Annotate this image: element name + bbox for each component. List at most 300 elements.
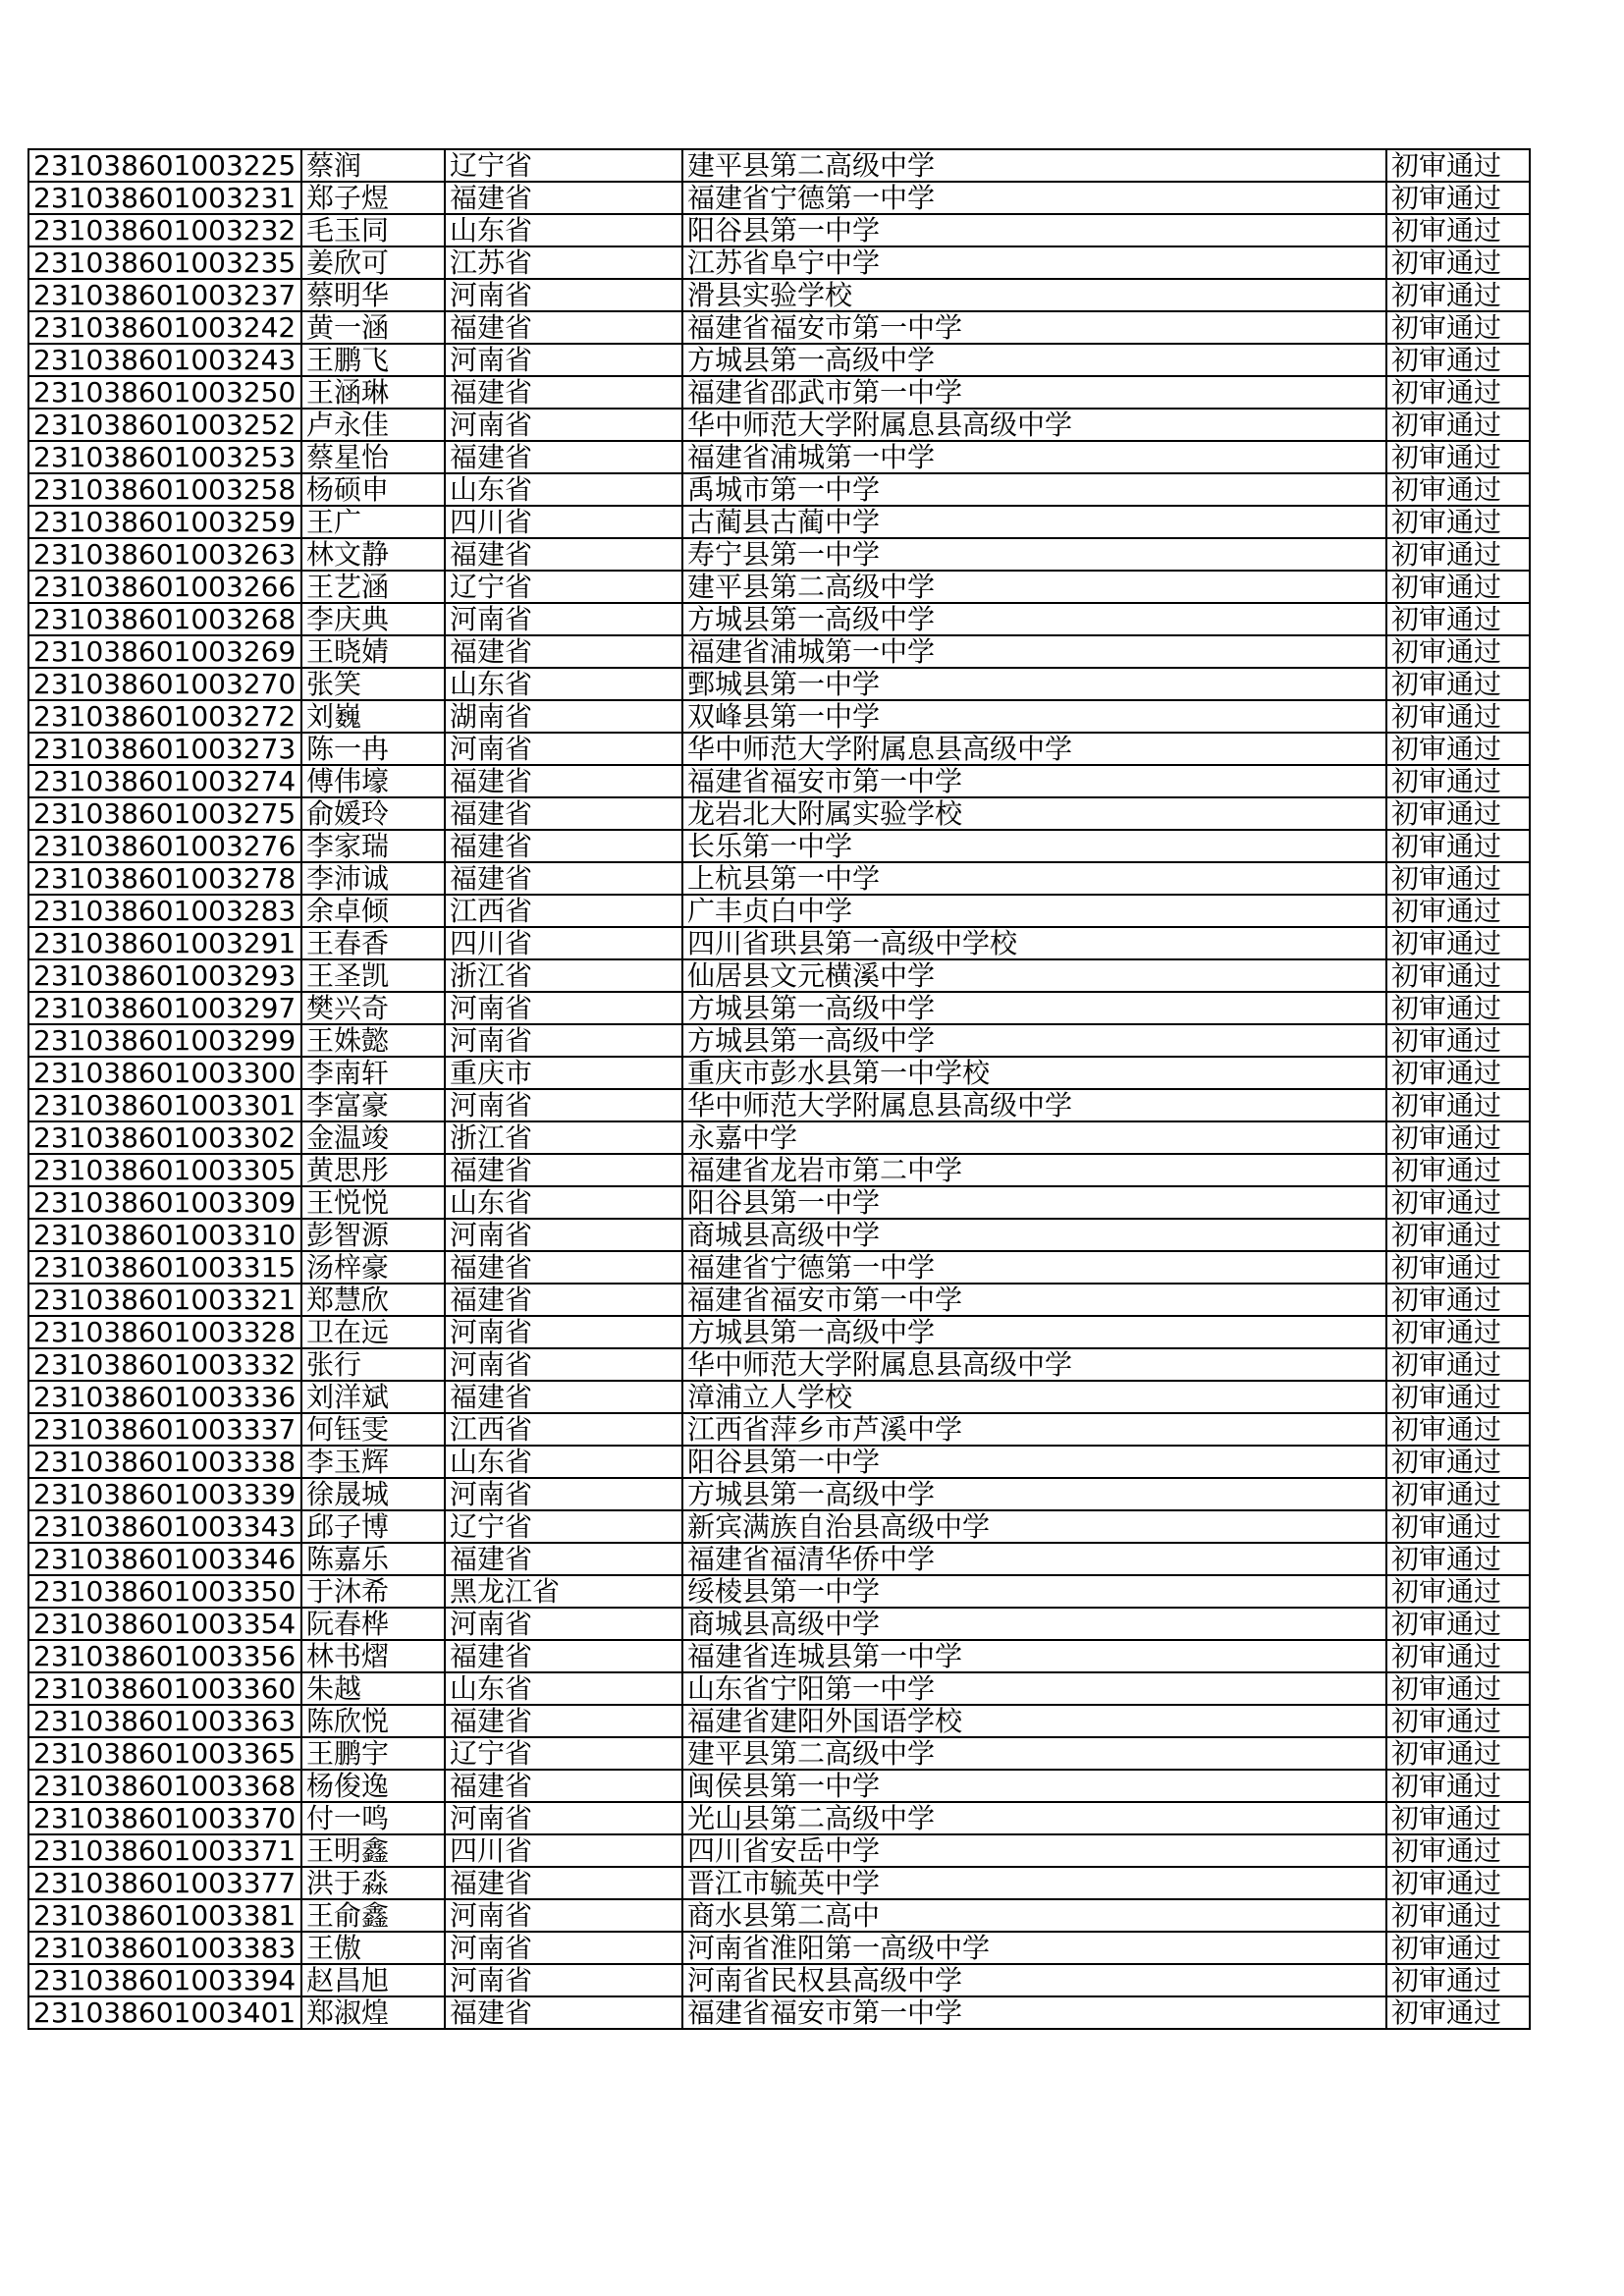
province-cell: 江西省 [445, 1413, 682, 1446]
school-cell: 阳谷县第一中学 [682, 1446, 1386, 1478]
province-cell: 福建省 [445, 765, 682, 797]
applicant-name-cell: 刘巍 [301, 700, 445, 733]
school-cell: 漳浦立人学校 [682, 1381, 1386, 1413]
table-row [28, 1446, 1530, 1478]
applicant-name-cell: 王艺涵 [301, 571, 445, 603]
table-row [28, 927, 1530, 959]
review-status-cell: 初审通过 [1386, 441, 1530, 473]
review-status-cell: 初审通过 [1386, 895, 1530, 927]
applicant-name-cell: 杨俊逸 [301, 1770, 445, 1802]
province-cell: 辽宁省 [445, 1510, 682, 1543]
applicant-id-cell: 231038601003365 [28, 1737, 301, 1770]
applicant-id-cell: 231038601003243 [28, 344, 301, 376]
applicant-name-cell: 李家瑞 [301, 830, 445, 862]
applicant-id-cell: 231038601003377 [28, 1867, 301, 1899]
review-status-cell: 初审通过 [1386, 927, 1530, 959]
review-status-cell: 初审通过 [1386, 1316, 1530, 1348]
applicant-id-cell: 231038601003338 [28, 1446, 301, 1478]
table-row [28, 538, 1530, 571]
applicant-name-cell: 于沐希 [301, 1575, 445, 1608]
table-row [28, 1251, 1530, 1284]
review-status-cell: 初审通过 [1386, 1802, 1530, 1834]
review-status-cell: 初审通过 [1386, 1154, 1530, 1186]
applicant-id-cell: 231038601003299 [28, 1024, 301, 1057]
applicant-name-cell: 毛玉同 [301, 214, 445, 246]
review-status-cell: 初审通过 [1386, 538, 1530, 571]
province-cell: 河南省 [445, 733, 682, 765]
province-cell: 辽宁省 [445, 1737, 682, 1770]
table-row [28, 1478, 1530, 1510]
applicant-id-cell: 231038601003346 [28, 1543, 301, 1575]
applicant-name-cell: 郑慧欣 [301, 1284, 445, 1316]
school-cell: 江苏省阜宁中学 [682, 246, 1386, 279]
applicant-id-cell: 231038601003370 [28, 1802, 301, 1834]
applicant-name-cell: 王鹏宇 [301, 1737, 445, 1770]
applicant-id-cell: 231038601003275 [28, 797, 301, 830]
applicant-name-cell: 王涵琳 [301, 376, 445, 409]
review-status-cell: 初审通过 [1386, 473, 1530, 506]
province-cell: 四川省 [445, 506, 682, 538]
table-row [28, 1867, 1530, 1899]
table-row [28, 1899, 1530, 1932]
review-status-cell: 初审通过 [1386, 1608, 1530, 1640]
applicant-name-cell: 何钰雯 [301, 1413, 445, 1446]
school-cell: 禹城市第一中学 [682, 473, 1386, 506]
table-row [28, 246, 1530, 279]
school-cell: 寿宁县第一中学 [682, 538, 1386, 571]
province-cell: 河南省 [445, 409, 682, 441]
province-cell: 江西省 [445, 895, 682, 927]
province-cell: 四川省 [445, 927, 682, 959]
applicant-name-cell: 王姝懿 [301, 1024, 445, 1057]
table-row [28, 279, 1530, 311]
school-cell: 方城县第一高级中学 [682, 1024, 1386, 1057]
applicant-id-cell: 231038601003381 [28, 1899, 301, 1932]
applicant-id-cell: 231038601003343 [28, 1510, 301, 1543]
school-cell: 福建省浦城第一中学 [682, 635, 1386, 668]
province-cell: 辽宁省 [445, 149, 682, 182]
school-cell: 晋江市毓英中学 [682, 1867, 1386, 1899]
applicant-id-cell: 231038601003252 [28, 409, 301, 441]
school-cell: 商城县高级中学 [682, 1219, 1386, 1251]
province-cell: 河南省 [445, 1899, 682, 1932]
province-cell: 河南省 [445, 1932, 682, 1964]
school-cell: 福建省邵武市第一中学 [682, 376, 1386, 409]
applicant-name-cell: 王悦悦 [301, 1186, 445, 1219]
school-cell: 福建省福安市第一中学 [682, 1996, 1386, 2029]
province-cell: 河南省 [445, 1478, 682, 1510]
school-cell: 广丰贞白中学 [682, 895, 1386, 927]
applicant-name-cell: 蔡明华 [301, 279, 445, 311]
school-cell: 四川省珙县第一高级中学校 [682, 927, 1386, 959]
applicant-name-cell: 余卓倾 [301, 895, 445, 927]
table-row [28, 473, 1530, 506]
province-cell: 福建省 [445, 830, 682, 862]
province-cell: 福建省 [445, 862, 682, 895]
applicant-id-cell: 231038601003266 [28, 571, 301, 603]
table-row [28, 344, 1530, 376]
school-cell: 上杭县第一中学 [682, 862, 1386, 895]
applicant-name-cell: 张笑 [301, 668, 445, 700]
applicant-id-cell: 231038601003309 [28, 1186, 301, 1219]
applicant-id-cell: 231038601003259 [28, 506, 301, 538]
applicant-id-cell: 231038601003232 [28, 214, 301, 246]
applicant-id-cell: 231038601003258 [28, 473, 301, 506]
review-status-cell: 初审通过 [1386, 1543, 1530, 1575]
review-status-cell: 初审通过 [1386, 182, 1530, 214]
applicant-id-cell: 231038601003263 [28, 538, 301, 571]
province-cell: 河南省 [445, 344, 682, 376]
applicant-id-cell: 231038601003302 [28, 1121, 301, 1154]
province-cell: 福建省 [445, 1284, 682, 1316]
review-status-cell: 初审通过 [1386, 344, 1530, 376]
applicant-id-cell: 231038601003237 [28, 279, 301, 311]
province-cell: 福建省 [445, 1705, 682, 1737]
province-cell: 河南省 [445, 1316, 682, 1348]
review-status-cell: 初审通过 [1386, 959, 1530, 992]
school-cell: 双峰县第一中学 [682, 700, 1386, 733]
applicant-name-cell: 卢永佳 [301, 409, 445, 441]
table-row [28, 1381, 1530, 1413]
applicant-name-cell: 陈嘉乐 [301, 1543, 445, 1575]
school-cell: 福建省福安市第一中学 [682, 765, 1386, 797]
applicant-name-cell: 刘洋斌 [301, 1381, 445, 1413]
applicant-id-cell: 231038601003337 [28, 1413, 301, 1446]
school-cell: 长乐第一中学 [682, 830, 1386, 862]
review-status-cell: 初审通过 [1386, 1284, 1530, 1316]
table-row [28, 959, 1530, 992]
review-status-cell: 初审通过 [1386, 765, 1530, 797]
review-status-cell: 初审通过 [1386, 1672, 1530, 1705]
school-cell: 华中师范大学附属息县高级中学 [682, 733, 1386, 765]
school-cell: 阳谷县第一中学 [682, 1186, 1386, 1219]
applicant-name-cell: 阮春桦 [301, 1608, 445, 1640]
school-cell: 鄄城县第一中学 [682, 668, 1386, 700]
review-status-cell: 初审通过 [1386, 1834, 1530, 1867]
applicant-name-cell: 王傲 [301, 1932, 445, 1964]
applicant-id-cell: 231038601003315 [28, 1251, 301, 1284]
table-row [28, 700, 1530, 733]
applicant-name-cell: 付一鸣 [301, 1802, 445, 1834]
applicant-id-cell: 231038601003276 [28, 830, 301, 862]
province-cell: 山东省 [445, 214, 682, 246]
table-row [28, 1348, 1530, 1381]
province-cell: 福建省 [445, 1996, 682, 2029]
review-status-cell: 初审通过 [1386, 733, 1530, 765]
review-status-cell: 初审通过 [1386, 1899, 1530, 1932]
table-row [28, 1284, 1530, 1316]
school-cell: 福建省宁德第一中学 [682, 1251, 1386, 1284]
province-cell: 河南省 [445, 1802, 682, 1834]
province-cell: 辽宁省 [445, 571, 682, 603]
review-status-cell: 初审通过 [1386, 603, 1530, 635]
province-cell: 河南省 [445, 1964, 682, 1996]
applicant-id-cell: 231038601003272 [28, 700, 301, 733]
table-row [28, 1057, 1530, 1089]
table-row [28, 1608, 1530, 1640]
school-cell: 古蔺县古蔺中学 [682, 506, 1386, 538]
table-row [28, 830, 1530, 862]
applicant-id-cell: 231038601003250 [28, 376, 301, 409]
school-cell: 方城县第一高级中学 [682, 1478, 1386, 1510]
table-row [28, 1510, 1530, 1543]
school-cell: 山东省宁阳第一中学 [682, 1672, 1386, 1705]
province-cell: 福建省 [445, 1154, 682, 1186]
review-status-cell: 初审通过 [1386, 1737, 1530, 1770]
applicant-name-cell: 傅伟壕 [301, 765, 445, 797]
province-cell: 山东省 [445, 1672, 682, 1705]
table-row [28, 1672, 1530, 1705]
applicant-name-cell: 朱越 [301, 1672, 445, 1705]
review-status-cell: 初审通过 [1386, 797, 1530, 830]
review-status-cell: 初审通过 [1386, 1024, 1530, 1057]
applicant-id-cell: 231038601003278 [28, 862, 301, 895]
school-cell: 华中师范大学附属息县高级中学 [682, 1348, 1386, 1381]
table-row [28, 862, 1530, 895]
review-status-cell: 初审通过 [1386, 1770, 1530, 1802]
province-cell: 河南省 [445, 1089, 682, 1121]
review-status-cell: 初审通过 [1386, 1478, 1530, 1510]
applicant-id-cell: 231038601003268 [28, 603, 301, 635]
school-cell: 阳谷县第一中学 [682, 214, 1386, 246]
table-row [28, 441, 1530, 473]
school-cell: 永嘉中学 [682, 1121, 1386, 1154]
review-status-cell: 初审通过 [1386, 635, 1530, 668]
applicant-name-cell: 赵昌旭 [301, 1964, 445, 1996]
table-row [28, 1413, 1530, 1446]
review-status-cell: 初审通过 [1386, 1705, 1530, 1737]
applicant-id-cell: 231038601003283 [28, 895, 301, 927]
review-status-cell: 初审通过 [1386, 214, 1530, 246]
applicant-id-cell: 231038601003339 [28, 1478, 301, 1510]
school-cell: 商城县高级中学 [682, 1608, 1386, 1640]
applicant-name-cell: 陈欣悦 [301, 1705, 445, 1737]
applicant-id-cell: 231038601003332 [28, 1348, 301, 1381]
review-status-cell: 初审通过 [1386, 279, 1530, 311]
applicant-name-cell: 李庆典 [301, 603, 445, 635]
applicant-name-cell: 卫在远 [301, 1316, 445, 1348]
table-row [28, 668, 1530, 700]
applicant-name-cell: 邱子博 [301, 1510, 445, 1543]
review-status-cell: 初审通过 [1386, 992, 1530, 1024]
school-cell: 福建省浦城第一中学 [682, 441, 1386, 473]
province-cell: 河南省 [445, 992, 682, 1024]
province-cell: 福建省 [445, 182, 682, 214]
review-status-cell: 初审通过 [1386, 830, 1530, 862]
province-cell: 福建省 [445, 1543, 682, 1575]
applicant-name-cell: 王春香 [301, 927, 445, 959]
applicant-name-cell: 杨硕申 [301, 473, 445, 506]
school-cell: 四川省安岳中学 [682, 1834, 1386, 1867]
applicant-name-cell: 蔡星怡 [301, 441, 445, 473]
applicant-name-cell: 蔡润 [301, 149, 445, 182]
table-row [28, 603, 1530, 635]
table-row [28, 1770, 1530, 1802]
table-row [28, 797, 1530, 830]
province-cell: 福建省 [445, 1251, 682, 1284]
applicant-name-cell: 王圣凯 [301, 959, 445, 992]
province-cell: 四川省 [445, 1834, 682, 1867]
table-row [28, 1640, 1530, 1672]
province-cell: 河南省 [445, 1219, 682, 1251]
applicant-name-cell: 黄一涵 [301, 311, 445, 344]
table-row [28, 1543, 1530, 1575]
table-row [28, 1834, 1530, 1867]
review-status-cell: 初审通过 [1386, 1867, 1530, 1899]
applicant-id-cell: 231038601003336 [28, 1381, 301, 1413]
province-cell: 福建省 [445, 441, 682, 473]
applicant-name-cell: 俞媛玲 [301, 797, 445, 830]
school-cell: 龙岩北大附属实验学校 [682, 797, 1386, 830]
school-cell: 方城县第一高级中学 [682, 603, 1386, 635]
province-cell: 江苏省 [445, 246, 682, 279]
applicant-id-cell: 231038601003356 [28, 1640, 301, 1672]
province-cell: 福建省 [445, 1770, 682, 1802]
province-cell: 福建省 [445, 797, 682, 830]
applicant-id-cell: 231038601003301 [28, 1089, 301, 1121]
review-status-cell: 初审通过 [1386, 1348, 1530, 1381]
school-cell: 福建省福安市第一中学 [682, 1284, 1386, 1316]
review-status-cell: 初审通过 [1386, 376, 1530, 409]
review-status-cell: 初审通过 [1386, 311, 1530, 344]
school-cell: 江西省萍乡市芦溪中学 [682, 1413, 1386, 1446]
applicant-name-cell: 陈一冉 [301, 733, 445, 765]
applicant-name-cell: 樊兴奇 [301, 992, 445, 1024]
applicant-id-cell: 231038601003360 [28, 1672, 301, 1705]
school-cell: 华中师范大学附属息县高级中学 [682, 1089, 1386, 1121]
table-row [28, 1705, 1530, 1737]
table-row [28, 182, 1530, 214]
applicant-id-cell: 231038601003305 [28, 1154, 301, 1186]
province-cell: 福建省 [445, 538, 682, 571]
applicant-name-cell: 金温竣 [301, 1121, 445, 1154]
review-status-cell: 初审通过 [1386, 1057, 1530, 1089]
applicant-name-cell: 洪于淼 [301, 1867, 445, 1899]
school-cell: 滑县实验学校 [682, 279, 1386, 311]
review-status-cell: 初审通过 [1386, 1575, 1530, 1608]
province-cell: 浙江省 [445, 959, 682, 992]
review-status-cell: 初审通过 [1386, 409, 1530, 441]
province-cell: 福建省 [445, 1640, 682, 1672]
applicant-id-cell: 231038601003321 [28, 1284, 301, 1316]
review-status-cell: 初审通过 [1386, 1996, 1530, 2029]
school-cell: 方城县第一高级中学 [682, 1316, 1386, 1348]
applicant-name-cell: 李南轩 [301, 1057, 445, 1089]
school-cell: 福建省福清华侨中学 [682, 1543, 1386, 1575]
applicant-name-cell: 徐晟城 [301, 1478, 445, 1510]
table-row [28, 214, 1530, 246]
applicant-id-cell: 231038601003253 [28, 441, 301, 473]
school-cell: 商水县第二高中 [682, 1899, 1386, 1932]
table-row [28, 409, 1530, 441]
applicant-id-cell: 231038601003225 [28, 149, 301, 182]
province-cell: 河南省 [445, 279, 682, 311]
school-cell: 重庆市彭水县第一中学校 [682, 1057, 1386, 1089]
province-cell: 山东省 [445, 1446, 682, 1478]
applicant-id-cell: 231038601003231 [28, 182, 301, 214]
school-cell: 河南省民权县高级中学 [682, 1964, 1386, 1996]
review-status-cell: 初审通过 [1386, 668, 1530, 700]
table-row [28, 895, 1530, 927]
applicant-id-cell: 231038601003354 [28, 1608, 301, 1640]
applicant-id-cell: 231038601003300 [28, 1057, 301, 1089]
school-cell: 闽侯县第一中学 [682, 1770, 1386, 1802]
review-status-cell: 初审通过 [1386, 1089, 1530, 1121]
applicant-id-cell: 231038601003310 [28, 1219, 301, 1251]
review-status-cell: 初审通过 [1386, 1510, 1530, 1543]
applicant-id-cell: 231038601003371 [28, 1834, 301, 1867]
review-status-cell: 初审通过 [1386, 1121, 1530, 1154]
table-row [28, 1996, 1530, 2029]
applicant-name-cell: 王晓婧 [301, 635, 445, 668]
applicant-name-cell: 林书熠 [301, 1640, 445, 1672]
review-status-cell: 初审通过 [1386, 862, 1530, 895]
table-row [28, 635, 1530, 668]
table-row [28, 1316, 1530, 1348]
applicant-id-cell: 231038601003270 [28, 668, 301, 700]
applicant-id-cell: 231038601003328 [28, 1316, 301, 1348]
applicant-name-cell: 汤梓豪 [301, 1251, 445, 1284]
table-row [28, 733, 1530, 765]
province-cell: 河南省 [445, 1608, 682, 1640]
table-row [28, 1121, 1530, 1154]
table-row [28, 1575, 1530, 1608]
table-row [28, 992, 1530, 1024]
applicant-table-body [28, 149, 1530, 2029]
school-cell: 建平县第二高级中学 [682, 1737, 1386, 1770]
table-row [28, 1964, 1530, 1996]
applicant-name-cell: 王俞鑫 [301, 1899, 445, 1932]
province-cell: 福建省 [445, 1381, 682, 1413]
table-row [28, 376, 1530, 409]
table-row [28, 765, 1530, 797]
province-cell: 山东省 [445, 668, 682, 700]
province-cell: 山东省 [445, 1186, 682, 1219]
school-cell: 福建省福安市第一中学 [682, 311, 1386, 344]
province-cell: 河南省 [445, 1024, 682, 1057]
applicant-name-cell: 王明鑫 [301, 1834, 445, 1867]
review-status-cell: 初审通过 [1386, 1932, 1530, 1964]
applicant-name-cell: 郑淑煌 [301, 1996, 445, 2029]
school-cell: 仙居县文元横溪中学 [682, 959, 1386, 992]
applicant-id-cell: 231038601003235 [28, 246, 301, 279]
table-row [28, 149, 1530, 182]
applicant-id-cell: 231038601003363 [28, 1705, 301, 1737]
table-row [28, 1802, 1530, 1834]
province-cell: 福建省 [445, 1867, 682, 1899]
table-row [28, 1737, 1530, 1770]
school-cell: 建平县第二高级中学 [682, 149, 1386, 182]
applicant-id-cell: 231038601003274 [28, 765, 301, 797]
province-cell: 湖南省 [445, 700, 682, 733]
applicant-name-cell: 郑子煜 [301, 182, 445, 214]
applicant-id-cell: 231038601003350 [28, 1575, 301, 1608]
school-cell: 绥棱县第一中学 [682, 1575, 1386, 1608]
applicant-name-cell: 彭智源 [301, 1219, 445, 1251]
school-cell: 方城县第一高级中学 [682, 344, 1386, 376]
province-cell: 重庆市 [445, 1057, 682, 1089]
province-cell: 福建省 [445, 635, 682, 668]
school-cell: 福建省龙岩市第二中学 [682, 1154, 1386, 1186]
table-row [28, 1186, 1530, 1219]
applicant-name-cell: 姜欣可 [301, 246, 445, 279]
applicant-name-cell: 王鹏飞 [301, 344, 445, 376]
review-status-cell: 初审通过 [1386, 1964, 1530, 1996]
review-status-cell: 初审通过 [1386, 1413, 1530, 1446]
applicant-id-cell: 231038601003269 [28, 635, 301, 668]
applicant-id-cell: 231038601003401 [28, 1996, 301, 2029]
review-status-cell: 初审通过 [1386, 1381, 1530, 1413]
